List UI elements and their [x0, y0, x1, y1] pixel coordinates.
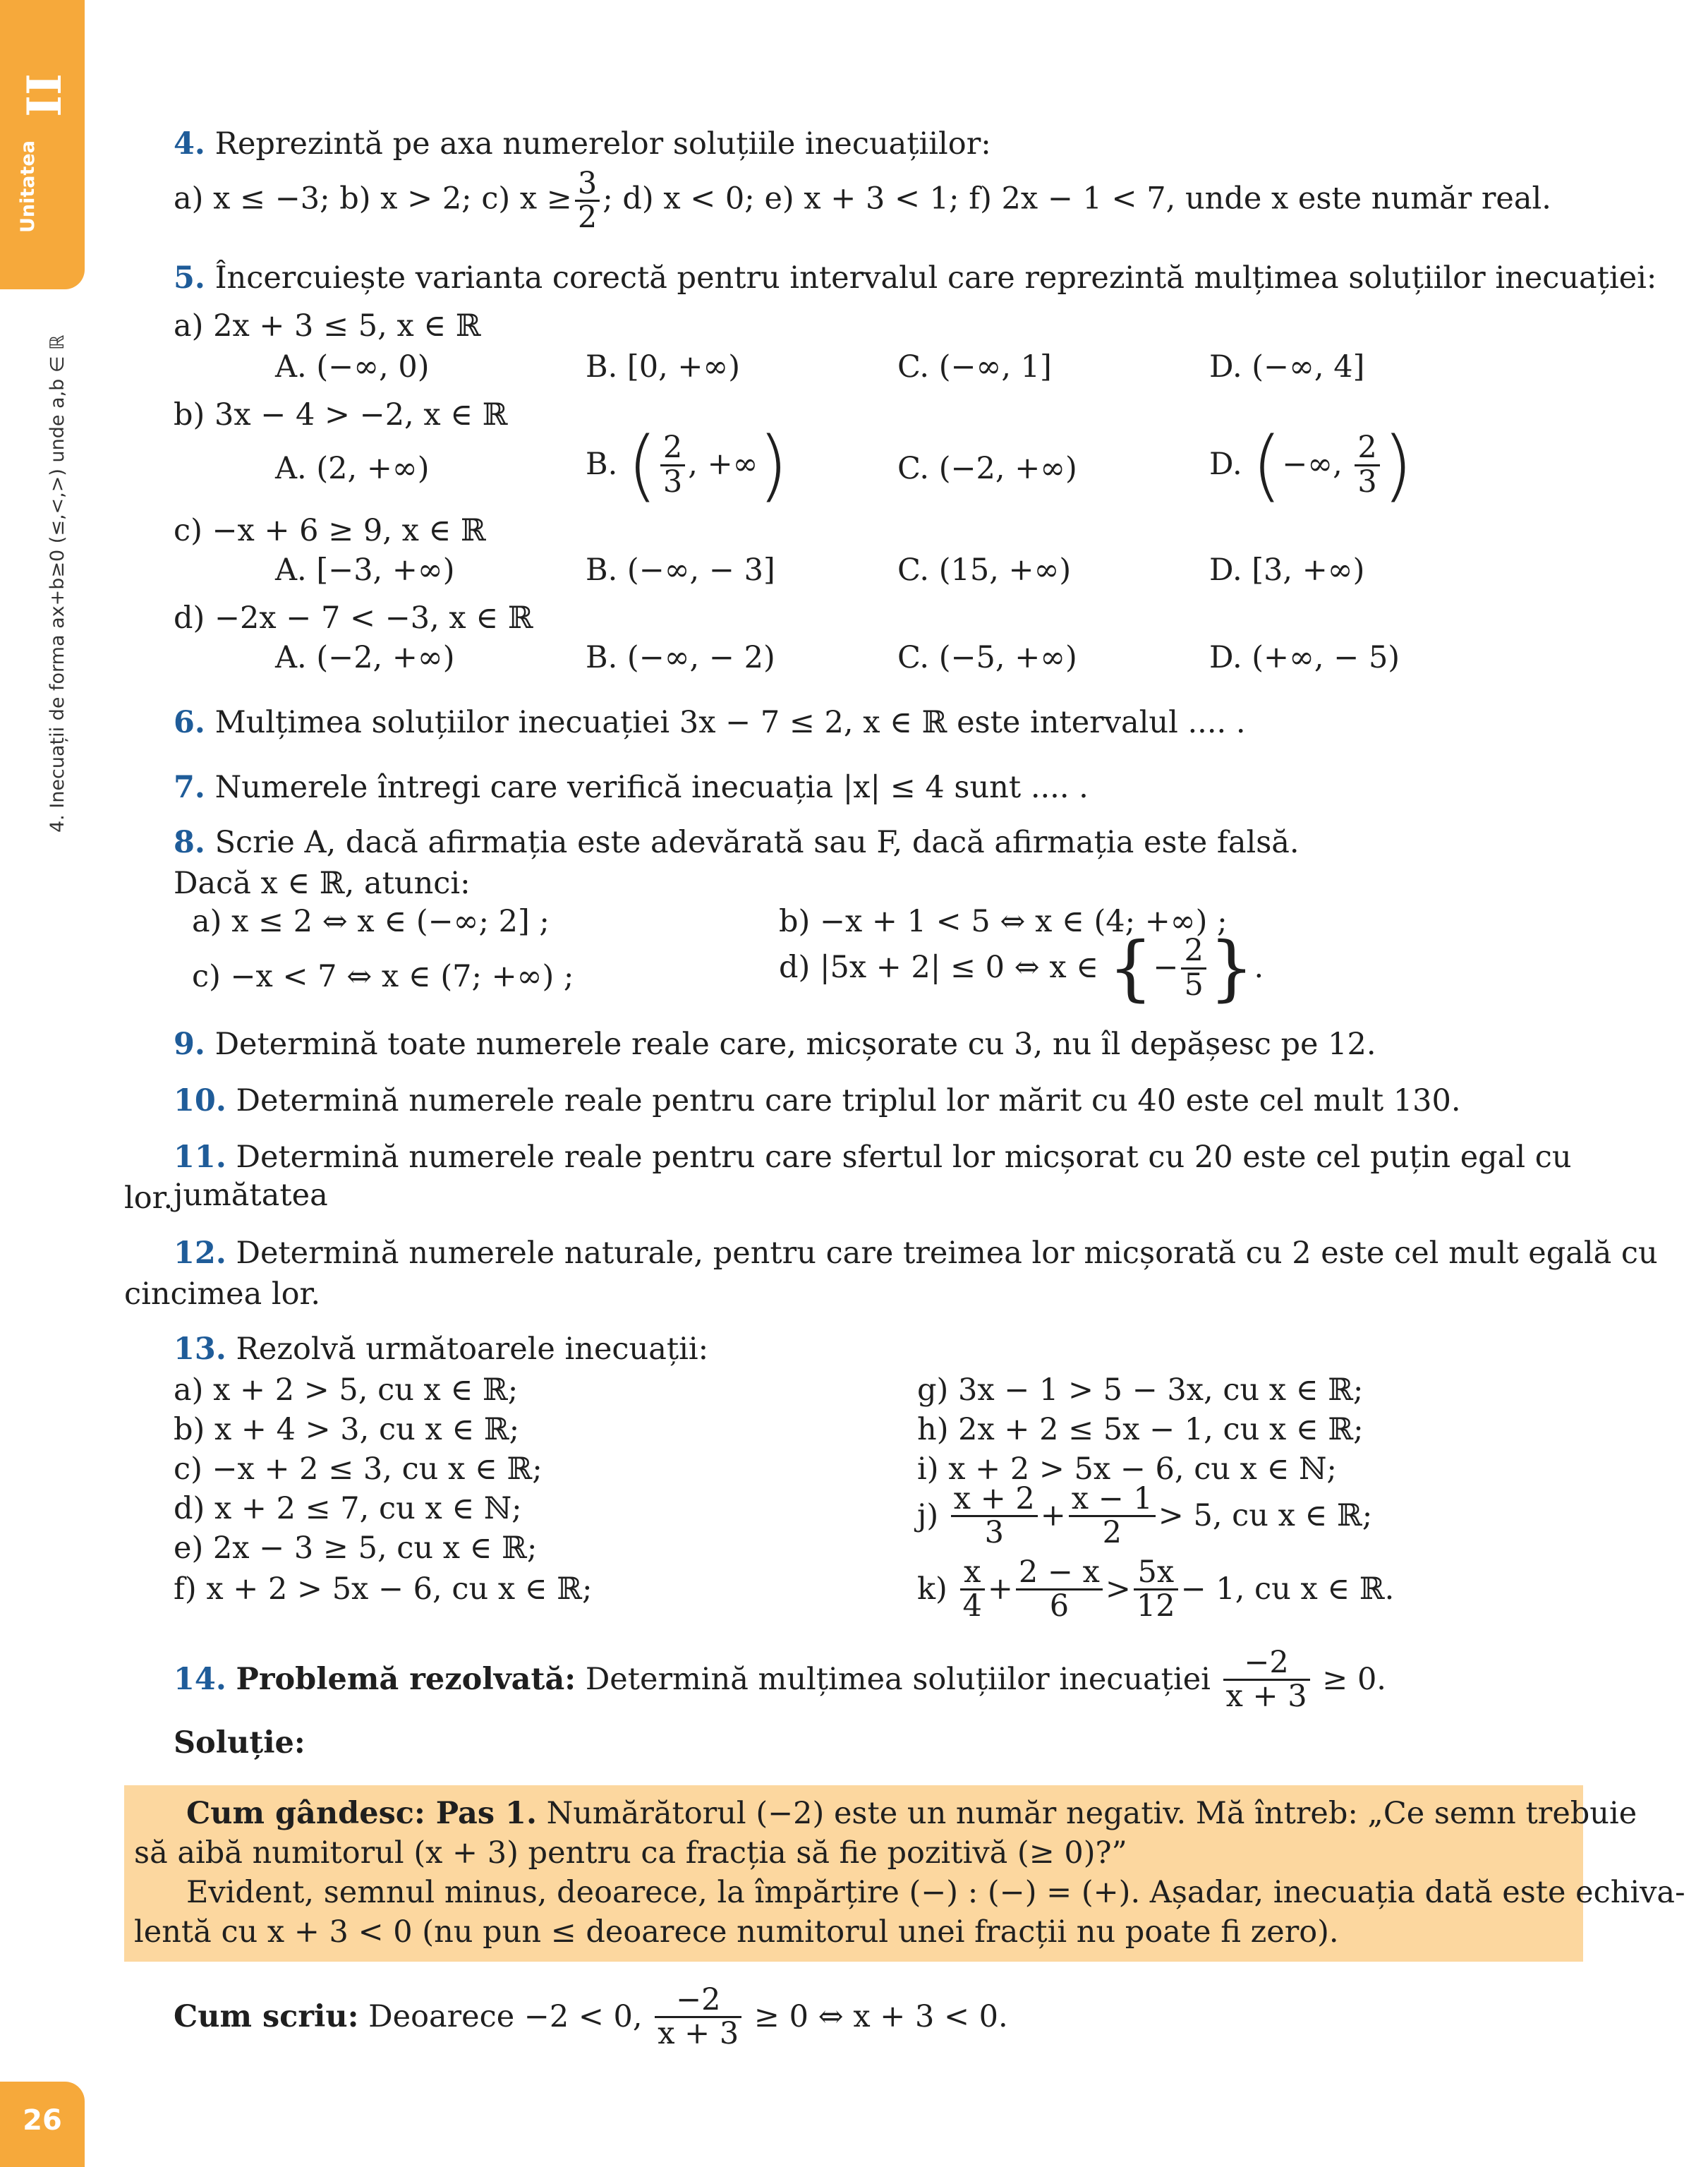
exercise-text: Determină toate numerele reale care, micșorate cu 3, nu îl depășesc pe 12. [214, 1027, 1376, 1062]
ex8-intro: Dacă x ∈ ℝ, atunci: [174, 866, 471, 901]
exercise-8-header [174, 824, 1300, 862]
ex13-item-e: e) 2x − 3 ≥ 5, cu x ∈ ℝ; [174, 1531, 538, 1566]
ex5-b-option-d[interactable]: D. (−∞, $\frac{2}{3}$ ) [1209, 420, 1413, 510]
exercise-number: 6. [174, 705, 205, 740]
ex13-item-a: a) x + 2 > 5, cu x ∈ ℝ; [174, 1372, 519, 1408]
box-line-1: Cum gândesc: Pas 1. Numărătorul (−2) este un număr negativ. Mă întreb: „Ce semn trebuie [186, 1796, 1637, 1831]
side-chapter-title: 4. Inecuații de forma ax+b≥0 (≤,<,>) unde a,b ∈ ℝ [47, 334, 68, 833]
exercise-number: 7. [174, 770, 205, 805]
exercise-text: Rezolvă următoarele inecuații: [236, 1332, 709, 1367]
ex13-item-d: d) x + 2 ≤ 7, cu x ∈ ℕ; [174, 1491, 522, 1526]
ex5-a-option-d[interactable]: D. (−∞, 4] [1209, 349, 1365, 385]
exercise-text: Numerele întregi care verifică inecuația |x| ≤ 4 sunt .... . [214, 770, 1089, 805]
ex13-item-b: b) x + 4 > 3, cu x ∈ ℝ; [174, 1412, 520, 1447]
page-number: 26 [0, 2082, 85, 2167]
exercise-text: Mulțimea soluțiilor inecuației 3x − 7 ≤ 2, x ∈ ℝ este intervalul .... . [214, 705, 1246, 740]
ex5-b-option-a[interactable]: A. (2, +∞) [275, 451, 430, 486]
ex13-item-c: c) −x + 2 ≤ 3, cu x ∈ ℝ; [174, 1451, 543, 1487]
ex4-inequalities: a) x ≤ −3; b) x > 2; c) x ≥ [174, 181, 572, 217]
exercise-text: Determină numerele reale pentru care sfertul lor micșorat cu 20 este cel puțin egal cu jumătatea [174, 1140, 1572, 1213]
unit-label: Unitatea [17, 140, 39, 233]
ex5-d-option-c[interactable]: C. (−5, +∞) [897, 640, 1077, 675]
ex5-b-option-c[interactable]: C. (−2, +∞) [897, 451, 1077, 486]
fraction: $\frac{3}{2}$ [575, 168, 600, 234]
ex5-b-label: b) 3x − 4 > −2, x ∈ ℝ [174, 397, 508, 433]
exercise-text: Determină numerele reale pentru care triplul lor mărit cu 40 este cel mult 130. [236, 1083, 1461, 1118]
exercise-number: 13. [174, 1332, 226, 1367]
exercise-number: 14. [174, 1661, 226, 1697]
ex5-d-label: d) −2x − 7 < −3, x ∈ ℝ [174, 600, 533, 636]
ex5-d-option-d[interactable]: D. (+∞, − 5) [1209, 640, 1400, 675]
exercise-13-header [174, 1331, 708, 1369]
exercise-5-header [174, 260, 1656, 298]
box-line-2: să aibă numitorul (x + 3) pentru ca fracția să fie pozitivă (≥ 0)?” [134, 1835, 1127, 1871]
box-line-3: Evident, semnul minus, deoarece, la împărțire (−) : (−) = (+). Așadar, inecuația dată este echiva- [186, 1875, 1685, 1910]
ex8-statement-b: b) −x + 1 < 5 ⇔ x ∈ (4; +∞) ; [779, 904, 1228, 939]
ex13-item-k: k) $\frac{x}{4}$ + $\frac{2 - x}{6}$ > $\frac{5x}{12}$ − 1, cu x ∈ ℝ. [917, 1555, 1395, 1624]
exercise-text: Încercuiește varianta corectă pentru intervalul care reprezintă mulțimea soluțiilor inecuației: [214, 260, 1657, 296]
exercise-text: Reprezintă pe axa numerelor soluțiile inecuațiilor: [214, 126, 991, 162]
exercise-11-continuation: lor. [124, 1181, 174, 1216]
ex5-c-option-d[interactable]: D. [3, +∞) [1209, 553, 1365, 588]
exercise-text: Determină numerele naturale, pentru care treimea lor micșorată cu 2 este cel mult egală cu [236, 1236, 1658, 1271]
unit-tab [0, 0, 85, 289]
ex5-c-option-a[interactable]: A. [−3, +∞) [275, 553, 455, 588]
exercise-number: 5. [174, 260, 205, 296]
exercise-number: 10. [174, 1083, 226, 1118]
exercise-number: 11. [174, 1140, 226, 1175]
ex8-statement-d: d) |5x + 2| ≤ 0 ⇔ x ∈ {− $\frac{2}{5}$ }. [779, 926, 1264, 1009]
solved-problem-label: Problemă rezolvată: [236, 1661, 576, 1697]
exercise-14: 14. Problemă rezolvată: Determină mulțimea soluțiilor inecuației $\frac{-2}{x + 3}$ ≥ 0. [174, 1645, 1386, 1715]
exercise-number: 12. [174, 1236, 226, 1271]
exercise-11 [174, 1139, 1708, 1215]
unit-roman-numeral: II [17, 73, 72, 117]
ex8-statement-a: a) x ≤ 2 ⇔ x ∈ (−∞; 2] ; [192, 904, 550, 939]
box-line-4: lentă cu x + 3 < 0 (nu pun ≤ deoarece numitorul unei fracții nu poate fi zero). [134, 1914, 1339, 1950]
exercise-12-continuation: cincimea lor. [124, 1276, 321, 1312]
exercise-6 [174, 704, 1246, 742]
ex13-item-h: h) 2x + 2 ≤ 5x − 1, cu x ∈ ℝ; [917, 1412, 1364, 1447]
ex8-statement-c: c) −x < 7 ⇔ x ∈ (7; +∞) ; [192, 959, 574, 994]
ex5-d-option-b[interactable]: B. (−∞, − 2) [586, 640, 775, 675]
ex5-a-option-b[interactable]: B. [0, +∞) [586, 349, 741, 385]
ex5-c-option-c[interactable]: C. (15, +∞) [897, 553, 1072, 588]
ex13-item-i: i) x + 2 > 5x − 6, cu x ∈ ℕ; [917, 1451, 1337, 1487]
solution-label: Soluție: [174, 1725, 305, 1761]
ex5-a-label: a) 2x + 3 ≤ 5, x ∈ ℝ [174, 308, 481, 344]
exercise-text: Scrie A, dacă afirmația este adevărată sau F, dacă afirmația este falsă. [214, 825, 1300, 860]
exercise-4-items [174, 168, 1551, 234]
ex5-a-option-a[interactable]: A. (−∞, 0) [275, 349, 430, 385]
ex4-inequalities-rest: ; d) x < 0; e) x + 3 < 1; f) 2x − 1 < 7, unde x este număr real. [602, 181, 1551, 217]
thinking-box [124, 1785, 1685, 1962]
how-i-write: Cum scriu: Deoarece −2 < 0, $\frac{-2}{x + 3}$ ≥ 0 ⇔ x + 3 < 0. [174, 1982, 1008, 2052]
exercise-12 [174, 1235, 1658, 1273]
ex13-item-g: g) 3x − 1 > 5 − 3x, cu x ∈ ℝ; [917, 1372, 1364, 1408]
ex5-b-option-b[interactable]: B. ( $\frac{2}{3}$ , +∞) [586, 420, 789, 510]
ex13-item-f: f) x + 2 > 5x − 6, cu x ∈ ℝ; [174, 1571, 593, 1607]
fraction: $\frac{-2}{x + 3}$ [1223, 1647, 1310, 1713]
exercise-9 [174, 1026, 1376, 1064]
ex5-a-option-c[interactable]: C. (−∞, 1] [897, 349, 1052, 385]
exercise-number: 8. [174, 825, 205, 860]
exercise-7 [174, 769, 1089, 807]
exercise-number: 9. [174, 1027, 205, 1062]
ex5-d-option-a[interactable]: A. (−2, +∞) [275, 640, 455, 675]
exercise-number: 4. [174, 126, 205, 162]
ex5-c-option-b[interactable]: B. (−∞, − 3] [586, 553, 775, 588]
exercise-4-header [174, 126, 991, 164]
exercise-text: Determină mulțimea soluțiilor inecuației [585, 1661, 1211, 1697]
ex13-item-j: j) $\frac{x + 2}{3}$ + $\frac{x - 1}{2}$ > 5, cu x ∈ ℝ; [917, 1481, 1373, 1551]
exercise-10 [174, 1082, 1461, 1121]
ex5-c-label: c) −x + 6 ≥ 9, x ∈ ℝ [174, 513, 486, 548]
